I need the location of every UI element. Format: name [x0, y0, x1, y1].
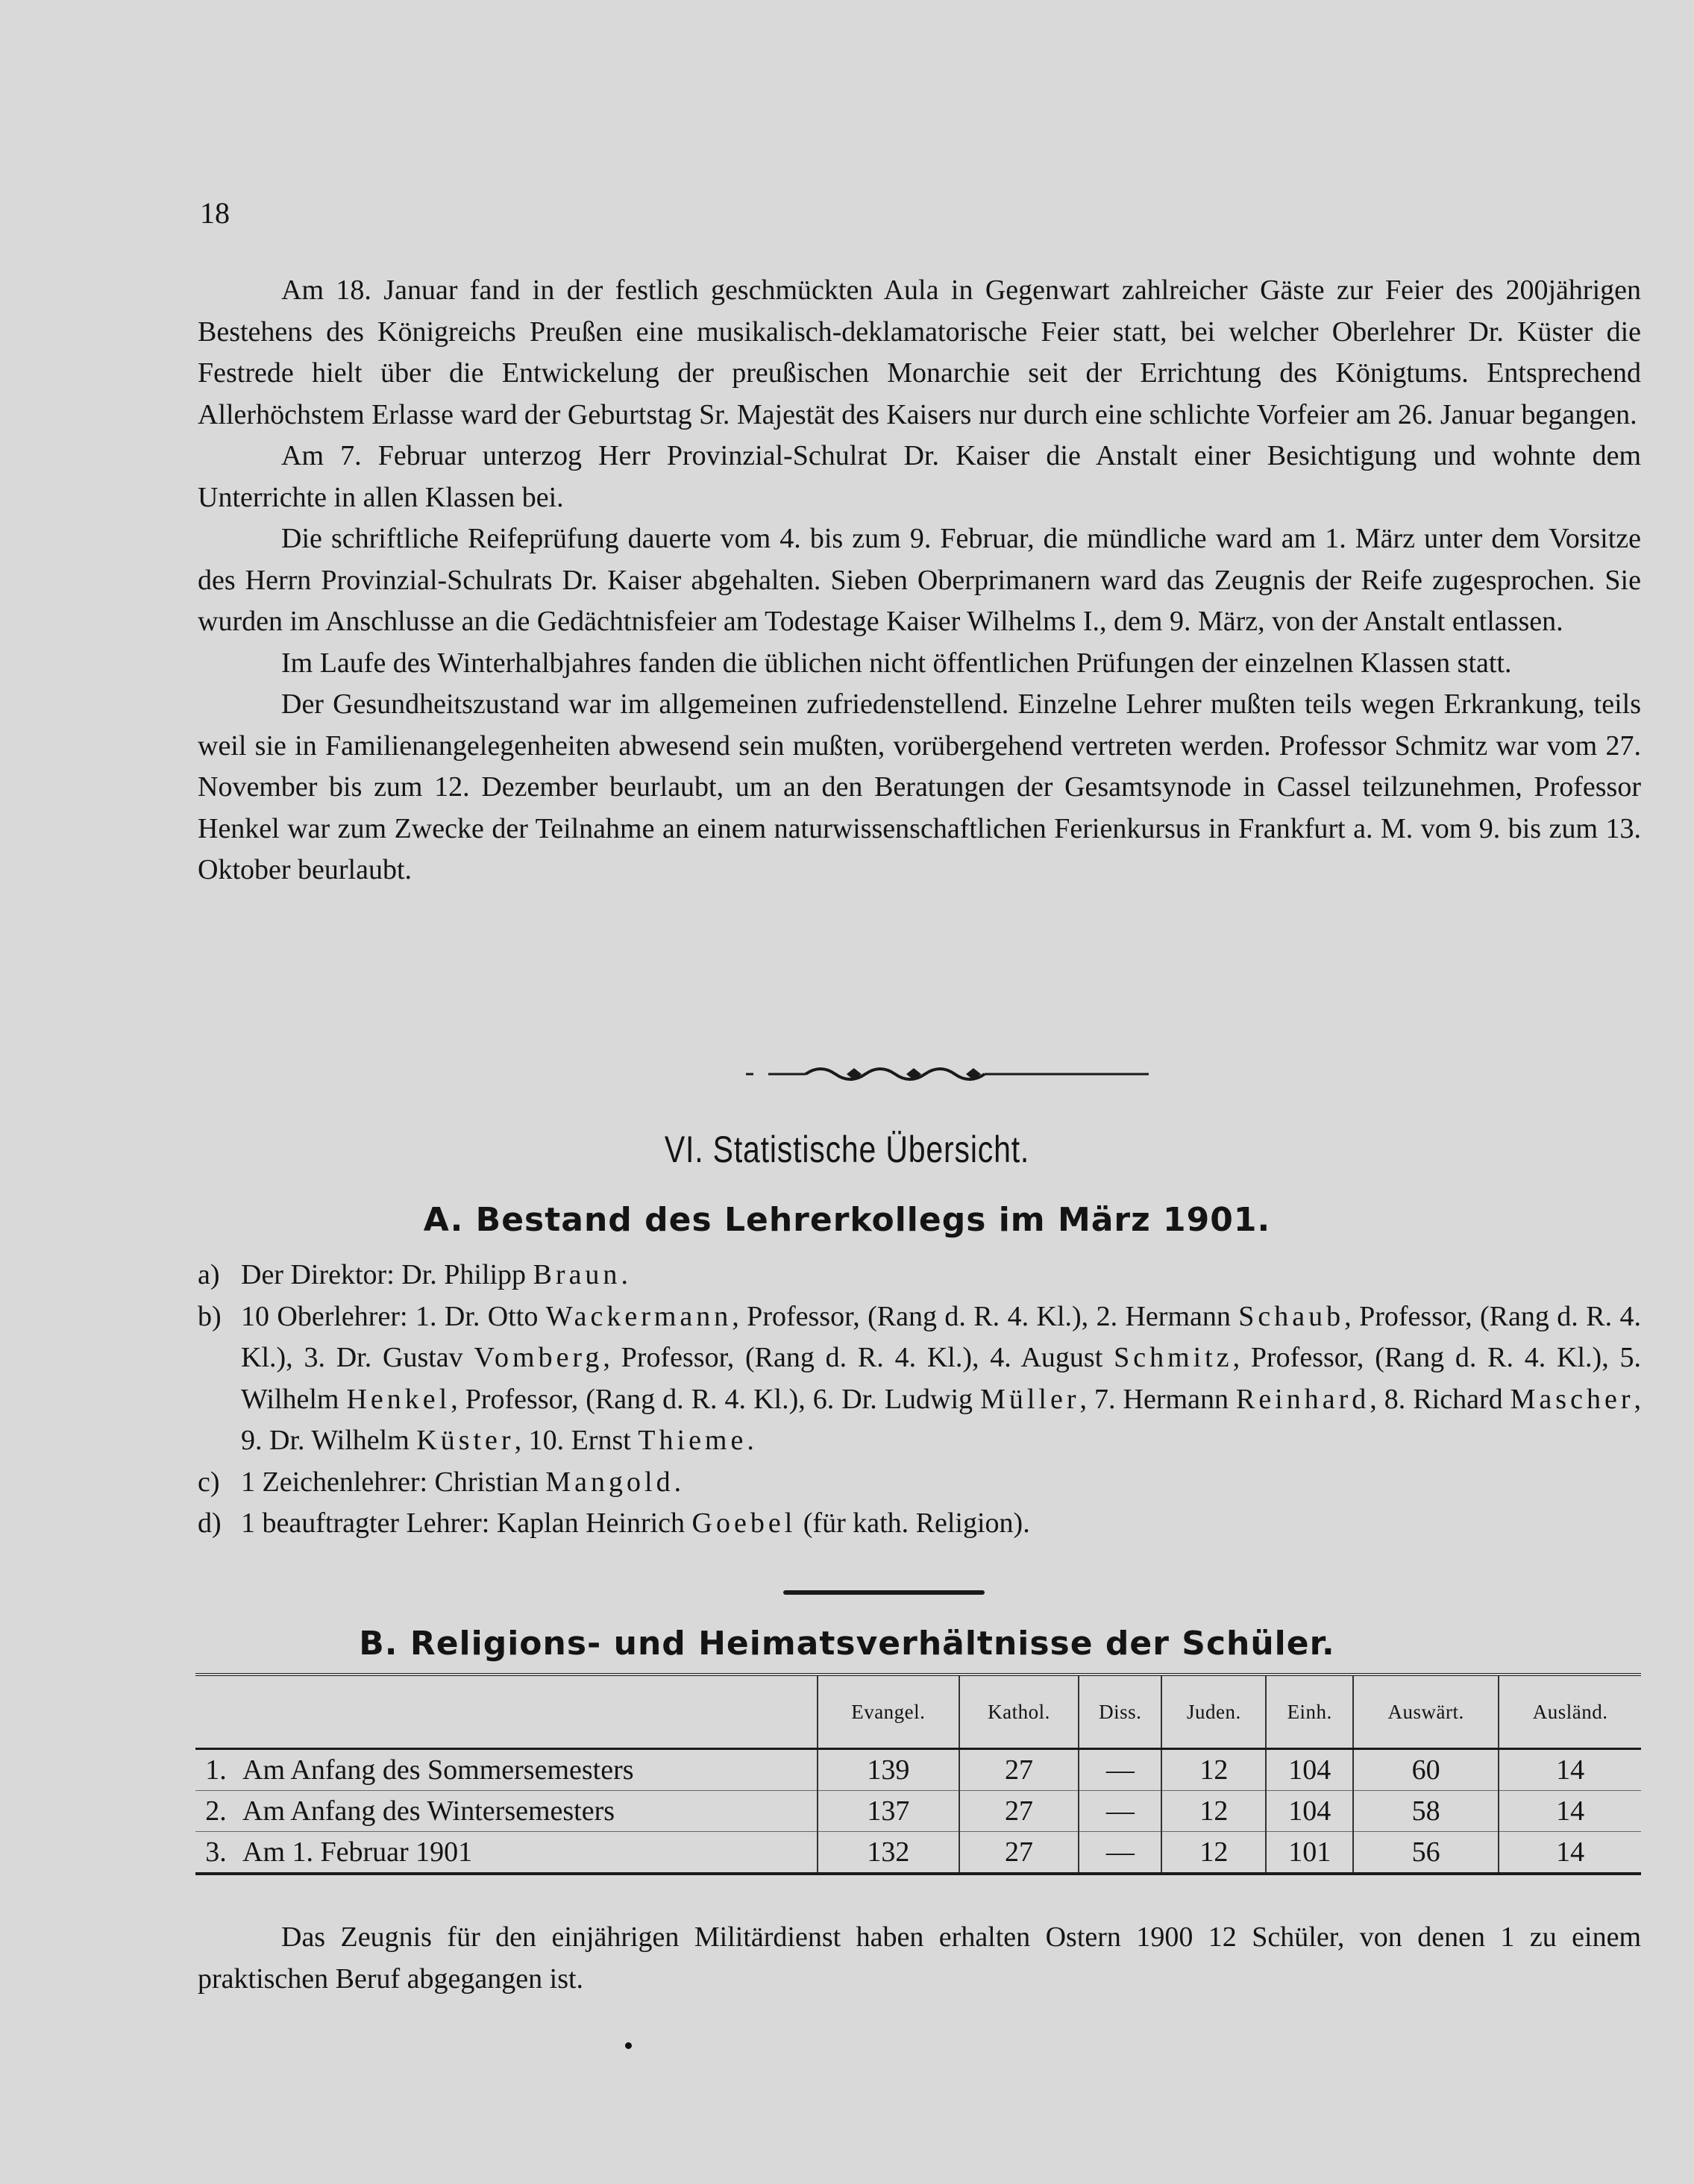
paragraph: Das Zeugnis für den einjährigen Militärdienst haben erhalten Ostern 1900 12 Schüler, von denen 1 zu einem praktischen Beruf abgegangen ist.: [198, 1921, 1641, 1995]
item-label: a): [198, 1259, 220, 1290]
table-cell: 12: [1161, 1832, 1266, 1874]
paragraph: Am 7. Februar unterzog Herr Provinzial-Schulrat Dr. Kaiser die Anstalt einer Besichtigung und wohnte dem Unterrichte in allen Klassen bei.: [198, 440, 1641, 513]
item-label: c): [198, 1466, 220, 1498]
statistics-table: [195, 1673, 1641, 1875]
row-label: Am Anfang des Sommersemesters: [236, 1749, 818, 1791]
item-label: d): [198, 1507, 222, 1539]
row-label: Am Anfang des Wintersemesters: [236, 1791, 818, 1832]
table-cell: 12: [1161, 1791, 1266, 1832]
table-cell: 139: [818, 1749, 959, 1791]
paragraph: Am 18. Januar fand in der festlich geschmückten Aula in Gegenwart zahlreicher Gäste zur Feier des 200jährigen Bestehens des Königreichs Preußen eine musikalisch-deklamatorische Feier statt, bei welcher Oberlehrer Dr. Küster die Festrede hielt über die Entwickelung der preußischen Monarchie seit der Errichtung des Königtums. Entsprechend Allerhöchstem Erlasse ward der Geburtstag Sr. Majestät des Kaisers nur durch eine schlichte Vorfeier am 26. Januar begangen.: [198, 274, 1641, 430]
table-cell: —: [1079, 1749, 1161, 1791]
table-cell: 14: [1499, 1749, 1641, 1791]
column-header: Diss.: [1079, 1675, 1161, 1749]
staff-item-director: [198, 1255, 1641, 1296]
column-header: Kathol.: [959, 1675, 1079, 1749]
table-row: [195, 1832, 1641, 1874]
section-title: VI. Statistische Übersicht.: [664, 1129, 1030, 1170]
table-row: [195, 1791, 1641, 1832]
paragraph: Im Laufe des Winterhalbjahres fanden die üblichen nicht öffentlichen Prüfungen der einzelnen Klassen statt.: [281, 647, 1512, 679]
table-cell: 56: [1353, 1832, 1499, 1874]
column-header: Ausländ.: [1499, 1675, 1641, 1749]
subsection-a-heading: A. Bestand des Lehrerkollegs im März 1901.: [423, 1201, 1271, 1239]
dot-mark: [625, 2042, 632, 2049]
row-label: Am 1. Februar 1901: [236, 1832, 818, 1874]
table-cell: 27: [959, 1832, 1079, 1874]
table-cell: 12: [1161, 1749, 1266, 1791]
staff-item-oberlehrer: [198, 1296, 1641, 1462]
table-cell: —: [1079, 1832, 1161, 1874]
closing-paragraph: [198, 1917, 1641, 2000]
table-cell: 14: [1499, 1832, 1641, 1874]
table-cell: 104: [1266, 1791, 1353, 1832]
item-text: 1 beauftragter Lehrer: Kaplan Heinrich Goebel (für kath. Religion).: [241, 1507, 1030, 1539]
table-cell: —: [1079, 1791, 1161, 1832]
row-number: 2.: [195, 1791, 236, 1832]
body-text: [198, 270, 1641, 891]
row-number: 3.: [195, 1832, 236, 1874]
table-cell: 60: [1353, 1749, 1499, 1791]
paragraph: Die schriftliche Reifeprüfung dauerte vom 4. bis zum 9. Februar, die mündliche ward am 1. März unter dem Vorsitze des Herrn Provinzial-Schulrats Dr. Kaiser abgehalten. Sieben Oberprimanern ward das Zeugnis der Reife zugesprochen. Sie wurden im Anschlusse an die Gedächtnisfeier am Todestage Kaiser Wilhelms I., dem 9. März, von der Anstalt entlassen.: [198, 523, 1641, 637]
item-text: Der Direktor: Dr. Philipp Braun.: [241, 1259, 628, 1290]
subsection-b-heading: B. Religions- und Heimatsverhältnisse der Schüler.: [359, 1625, 1335, 1663]
item-label: b): [198, 1300, 222, 1332]
item-text: 10 Oberlehrer: 1. Dr. Otto Wackermann, Professor, (Rang d. R. 4. Kl.), 2. Hermann Schaub, Professor, (Rang d. R. 4. Kl.), 3. Dr. Gustav Vomberg, Professor, (Rang d. R. 4. Kl.), 4. August Schmitz, Professor, (Rang d. R. 4. Kl.), 5. Wilhelm Henkel, Professor, (Rang d. R. 4. Kl.), 6. Dr. Ludwig Müller, 7. Hermann Reinhard, 8. Richard Mascher, 9. Dr. Wilhelm Küster, 10. Ernst Thieme.: [241, 1300, 1642, 1456]
table-cell: 27: [959, 1749, 1079, 1791]
row-number: 1.: [195, 1749, 236, 1791]
page-number: 18: [200, 196, 230, 230]
staff-list: [198, 1255, 1641, 1545]
staff-item-zeichenlehrer: [198, 1462, 1641, 1504]
column-header: Auswärt.: [1353, 1675, 1499, 1749]
column-header: Evangel.: [818, 1675, 959, 1749]
column-header: Einh.: [1266, 1675, 1353, 1749]
table-cell: 104: [1266, 1749, 1353, 1791]
table-cell: 132: [818, 1832, 959, 1874]
table-header-row: [195, 1675, 1641, 1749]
table-cell: 137: [818, 1791, 959, 1832]
staff-item-beauftragter-lehrer: [198, 1503, 1641, 1545]
table-cell: 101: [1266, 1832, 1353, 1874]
ornament-divider-icon: [746, 1059, 1149, 1089]
table-cell: 58: [1353, 1791, 1499, 1832]
paragraph: Der Gesundheitszustand war im allgemeinen zufriedenstellend. Einzelne Lehrer mußten teils wegen Erkrankung, teils weil sie in Familienangelegenheiten abwesend sein mußten, vorübergehend vertreten werden. Professor Schmitz war vom 27. November bis zum 12. Dezember beurlaubt, um an den Beratungen der Gesamtsynode in Cassel teilzunehmen, Professor Henkel war zum Zwecke der Teilnahme an einem naturwissenschaftlichen Ferienkursus in Frankfurt a. M. vom 9. bis zum 13. Oktober beurlaubt.: [198, 688, 1641, 885]
table-cell: 14: [1499, 1791, 1641, 1832]
item-text: 1 Zeichenlehrer: Christian Mangold.: [241, 1466, 682, 1498]
table-cell: 27: [959, 1791, 1079, 1832]
column-header: Juden.: [1161, 1675, 1266, 1749]
header-blank: [195, 1675, 818, 1749]
separator-rule: [783, 1590, 985, 1595]
table-row: [195, 1749, 1641, 1791]
